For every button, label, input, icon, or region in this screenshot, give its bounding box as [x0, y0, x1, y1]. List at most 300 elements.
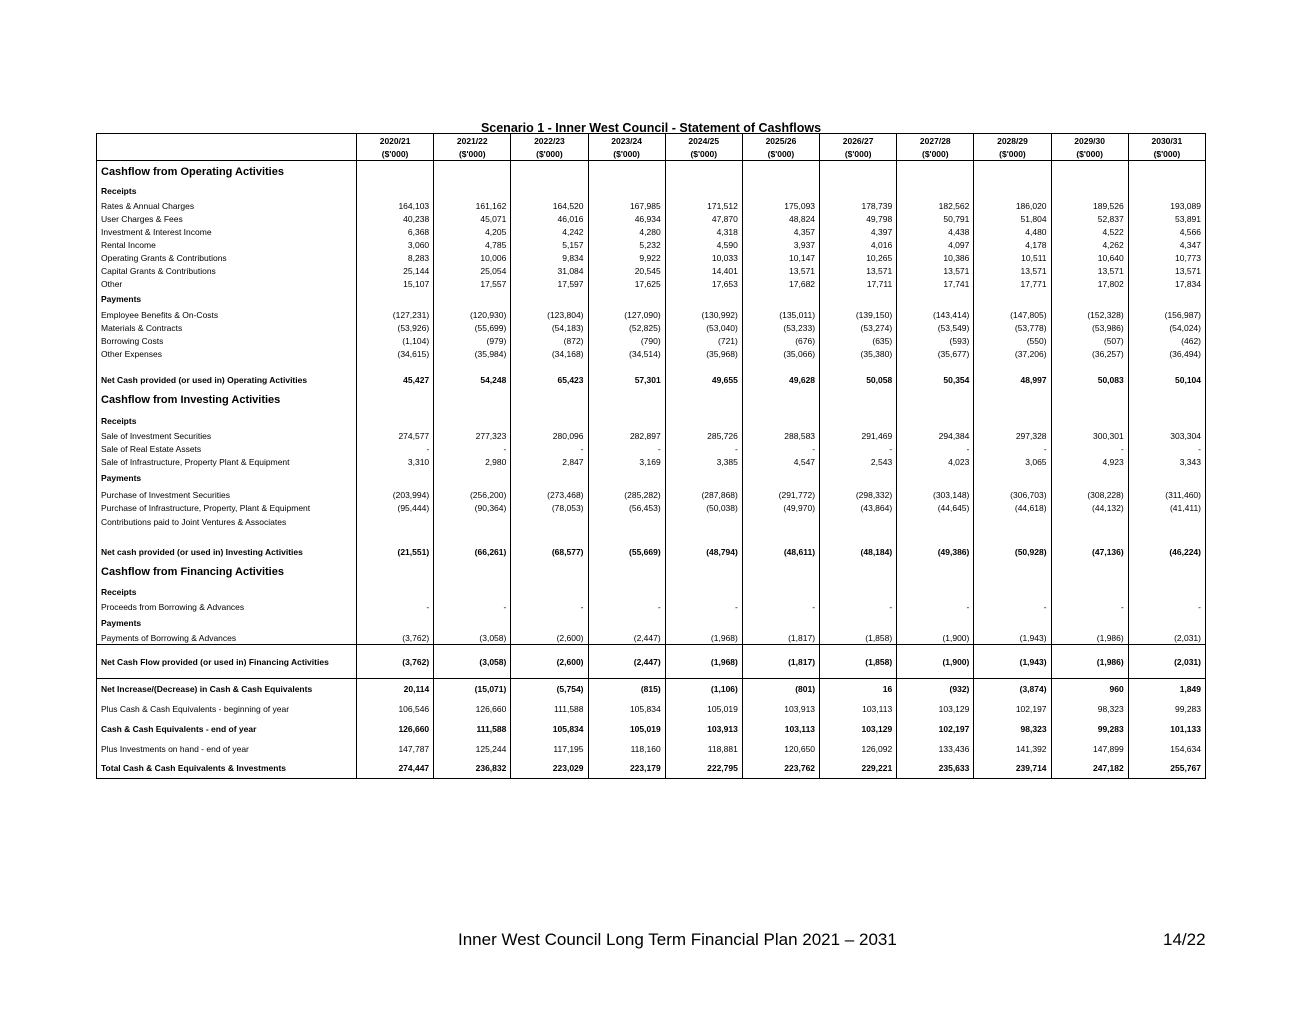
- row-value: (15,071): [434, 679, 511, 700]
- row-value: 51,804: [974, 212, 1051, 225]
- row-value: 47,870: [665, 212, 742, 225]
- row-value: (147,805): [974, 308, 1051, 321]
- row-value: (308,228): [1051, 488, 1128, 501]
- unit-header: ($'000): [1051, 147, 1128, 161]
- row-value: (36,257): [1051, 347, 1128, 360]
- row-value: (78,053): [511, 501, 588, 514]
- row-value: 175,093: [742, 199, 819, 212]
- row-value: 101,133: [1128, 719, 1205, 739]
- row-value: 10,640: [1051, 251, 1128, 264]
- row-value: 13,571: [897, 264, 974, 277]
- row-value: [820, 387, 897, 413]
- row-value: [1051, 183, 1128, 199]
- row-value: [1051, 614, 1128, 631]
- row-value: 48,997: [974, 373, 1051, 387]
- row-label: Sale of Infrastructure, Property Plant & Equipment: [97, 455, 357, 468]
- row-value: 229,221: [820, 758, 897, 779]
- year-header: 2023/24: [588, 134, 665, 148]
- row-label: User Charges & Fees: [97, 212, 357, 225]
- row-value: 50,104: [1128, 373, 1205, 387]
- row-label: Proceeds from Borrowing & Advances: [97, 599, 357, 614]
- row-value: 13,571: [742, 264, 819, 277]
- table-row: [97, 584, 1206, 599]
- row-value: 17,834: [1128, 277, 1205, 290]
- row-value: -: [511, 599, 588, 614]
- row-value: [434, 183, 511, 199]
- row-label: Rates & Annual Charges: [97, 199, 357, 212]
- row-label: Operating Grants & Contributions: [97, 251, 357, 264]
- row-value: [588, 387, 665, 413]
- row-value: 106,546: [357, 699, 434, 719]
- row-label: Employee Benefits & On-Costs: [97, 308, 357, 321]
- row-value: 3,343: [1128, 455, 1205, 468]
- row-label: Plus Cash & Cash Equivalents - beginning of year: [97, 699, 357, 719]
- row-value: (273,468): [511, 488, 588, 501]
- row-value: (46,224): [1128, 544, 1205, 559]
- row-value: -: [1051, 442, 1128, 455]
- row-value: (3,874): [974, 679, 1051, 700]
- row-value: -: [665, 599, 742, 614]
- row-value: 164,520: [511, 199, 588, 212]
- table-row: [97, 514, 1206, 530]
- row-value: (635): [820, 334, 897, 347]
- row-value: [511, 290, 588, 308]
- row-value: 297,328: [974, 429, 1051, 442]
- row-value: 3,385: [665, 455, 742, 468]
- row-value: [897, 530, 974, 544]
- row-value: 4,480: [974, 225, 1051, 238]
- row-value: 10,033: [665, 251, 742, 264]
- row-value: (36,494): [1128, 347, 1205, 360]
- table-row: [97, 739, 1206, 758]
- row-value: [1128, 183, 1205, 199]
- row-value: (1,986): [1051, 631, 1128, 645]
- row-value: (35,677): [897, 347, 974, 360]
- row-value: -: [588, 599, 665, 614]
- row-value: 147,787: [357, 739, 434, 758]
- row-value: 300,301: [1051, 429, 1128, 442]
- row-value: [974, 413, 1051, 429]
- row-value: [742, 468, 819, 488]
- row-value: [588, 290, 665, 308]
- row-value: 117,195: [511, 739, 588, 758]
- row-value: (1,817): [742, 645, 819, 679]
- row-value: (203,994): [357, 488, 434, 501]
- row-value: [974, 468, 1051, 488]
- row-value: 31,084: [511, 264, 588, 277]
- row-value: [511, 413, 588, 429]
- year-header-row: [97, 134, 1206, 148]
- row-value: (56,453): [588, 501, 665, 514]
- row-value: [1128, 387, 1205, 413]
- row-value: 4,280: [588, 225, 665, 238]
- row-value: [665, 584, 742, 599]
- row-value: [974, 290, 1051, 308]
- row-value: (303,148): [897, 488, 974, 501]
- row-value: (1,858): [820, 645, 897, 679]
- row-value: [820, 468, 897, 488]
- row-value: [434, 530, 511, 544]
- table-row: [97, 347, 1206, 360]
- row-value: -: [511, 442, 588, 455]
- row-value: [665, 559, 742, 584]
- row-value: 118,881: [665, 739, 742, 758]
- row-value: (1,104): [357, 334, 434, 347]
- unit-header: ($'000): [742, 147, 819, 161]
- row-value: [511, 530, 588, 544]
- row-value: 3,169: [588, 455, 665, 468]
- row-value: 4,205: [434, 225, 511, 238]
- row-value: 274,577: [357, 429, 434, 442]
- row-value: 45,071: [434, 212, 511, 225]
- row-value: 4,318: [665, 225, 742, 238]
- row-value: 120,650: [742, 739, 819, 758]
- row-value: [434, 161, 511, 184]
- row-value: 247,182: [1051, 758, 1128, 779]
- row-value: 40,238: [357, 212, 434, 225]
- row-value: 5,157: [511, 238, 588, 251]
- row-value: [742, 161, 819, 184]
- row-value: (3,762): [357, 631, 434, 645]
- row-value: [897, 290, 974, 308]
- row-value: 20,114: [357, 679, 434, 700]
- row-value: (120,930): [434, 308, 511, 321]
- row-value: 17,653: [665, 277, 742, 290]
- row-value: 49,628: [742, 373, 819, 387]
- row-value: 50,083: [1051, 373, 1128, 387]
- row-value: [974, 183, 1051, 199]
- table-row: [97, 183, 1206, 199]
- row-value: 4,923: [1051, 455, 1128, 468]
- row-value: -: [897, 599, 974, 614]
- row-value: [511, 514, 588, 530]
- row-value: 4,590: [665, 238, 742, 251]
- row-value: (285,282): [588, 488, 665, 501]
- row-value: 103,913: [665, 719, 742, 739]
- row-value: [897, 161, 974, 184]
- row-value: 239,714: [974, 758, 1051, 779]
- row-label: Receipts: [97, 183, 357, 199]
- row-value: [434, 584, 511, 599]
- row-value: (55,669): [588, 544, 665, 559]
- row-value: [974, 530, 1051, 544]
- row-value: -: [820, 599, 897, 614]
- table-row: [97, 699, 1206, 719]
- row-value: (3,762): [357, 645, 434, 679]
- row-value: 49,798: [820, 212, 897, 225]
- row-value: 280,096: [511, 429, 588, 442]
- row-label: Purchase of Investment Securities: [97, 488, 357, 501]
- row-value: [897, 387, 974, 413]
- row-value: 3,937: [742, 238, 819, 251]
- unit-header: ($'000): [665, 147, 742, 161]
- row-label: [97, 530, 357, 544]
- row-value: [1128, 514, 1205, 530]
- row-value: 103,129: [820, 719, 897, 739]
- row-value: [357, 559, 434, 584]
- row-value: (55,699): [434, 321, 511, 334]
- row-value: 99,283: [1128, 699, 1205, 719]
- table-row: [97, 334, 1206, 347]
- row-value: 4,178: [974, 238, 1051, 251]
- page-number: 14/22: [1163, 930, 1206, 949]
- row-value: [665, 614, 742, 631]
- row-value: 9,834: [511, 251, 588, 264]
- row-value: [742, 584, 819, 599]
- row-value: 8,283: [357, 251, 434, 264]
- row-value: [588, 559, 665, 584]
- row-value: [511, 614, 588, 631]
- row-value: (47,136): [1051, 544, 1128, 559]
- year-header: 2022/23: [511, 134, 588, 148]
- row-value: 25,054: [434, 264, 511, 277]
- row-value: 4,566: [1128, 225, 1205, 238]
- row-value: [974, 161, 1051, 184]
- row-value: [1128, 559, 1205, 584]
- table-row: [97, 442, 1206, 455]
- row-value: 105,834: [588, 699, 665, 719]
- row-label: Plus Investments on hand - end of year: [97, 739, 357, 758]
- table-row: [97, 559, 1206, 584]
- row-value: -: [742, 599, 819, 614]
- row-value: [665, 360, 742, 373]
- row-value: (1,900): [897, 631, 974, 645]
- row-value: 20,545: [588, 264, 665, 277]
- row-value: [974, 360, 1051, 373]
- row-value: [820, 183, 897, 199]
- row-value: [897, 514, 974, 530]
- row-label: Cashflow from Operating Activities: [97, 161, 357, 184]
- row-value: 46,016: [511, 212, 588, 225]
- row-value: 49,655: [665, 373, 742, 387]
- row-value: [742, 290, 819, 308]
- row-value: 15,107: [357, 277, 434, 290]
- table-row: [97, 360, 1206, 373]
- row-value: -: [434, 442, 511, 455]
- row-label: Sale of Investment Securities: [97, 429, 357, 442]
- row-value: [665, 413, 742, 429]
- row-value: [1051, 360, 1128, 373]
- row-value: 193,089: [1128, 199, 1205, 212]
- row-label: Receipts: [97, 413, 357, 429]
- row-value: (139,150): [820, 308, 897, 321]
- row-value: (550): [974, 334, 1051, 347]
- table-row: [97, 501, 1206, 514]
- row-value: 4,023: [897, 455, 974, 468]
- cashflow-table: [96, 133, 1206, 779]
- row-label: Cash & Cash Equivalents - end of year: [97, 719, 357, 739]
- row-value: [1128, 290, 1205, 308]
- row-value: 171,512: [665, 199, 742, 212]
- row-value: (50,928): [974, 544, 1051, 559]
- row-label: [97, 360, 357, 373]
- row-value: (2,031): [1128, 631, 1205, 645]
- row-value: [511, 360, 588, 373]
- row-value: 105,019: [665, 699, 742, 719]
- row-value: [588, 161, 665, 184]
- row-label: Payments: [97, 614, 357, 631]
- row-value: [588, 614, 665, 631]
- row-value: (979): [434, 334, 511, 347]
- row-value: [1051, 559, 1128, 584]
- row-value: [897, 183, 974, 199]
- row-value: [357, 290, 434, 308]
- row-value: [742, 360, 819, 373]
- row-value: (256,200): [434, 488, 511, 501]
- row-value: -: [820, 442, 897, 455]
- row-value: (53,233): [742, 321, 819, 334]
- row-value: 3,060: [357, 238, 434, 251]
- row-value: [820, 413, 897, 429]
- row-value: (1,858): [820, 631, 897, 645]
- table-row: [97, 645, 1206, 679]
- row-value: 167,985: [588, 199, 665, 212]
- row-value: 45,427: [357, 373, 434, 387]
- row-value: (721): [665, 334, 742, 347]
- table-row: [97, 387, 1206, 413]
- row-value: [665, 161, 742, 184]
- table-row: [97, 455, 1206, 468]
- row-value: [357, 514, 434, 530]
- row-value: (48,184): [820, 544, 897, 559]
- table-row: [97, 321, 1206, 334]
- row-value: [1128, 161, 1205, 184]
- row-value: 9,922: [588, 251, 665, 264]
- row-value: [665, 290, 742, 308]
- row-value: (593): [897, 334, 974, 347]
- row-value: (1,986): [1051, 645, 1128, 679]
- row-value: [1051, 514, 1128, 530]
- row-value: [511, 387, 588, 413]
- row-value: 98,323: [974, 719, 1051, 739]
- table-row: [97, 277, 1206, 290]
- row-value: 126,092: [820, 739, 897, 758]
- row-value: (54,183): [511, 321, 588, 334]
- row-value: [897, 614, 974, 631]
- row-value: 103,129: [897, 699, 974, 719]
- table-row: [97, 264, 1206, 277]
- row-value: 50,791: [897, 212, 974, 225]
- table-row: [97, 758, 1206, 779]
- row-value: (44,132): [1051, 501, 1128, 514]
- row-value: [511, 584, 588, 599]
- row-value: [897, 584, 974, 599]
- table-row: [97, 429, 1206, 442]
- row-value: (311,460): [1128, 488, 1205, 501]
- row-value: 17,625: [588, 277, 665, 290]
- row-value: 2,543: [820, 455, 897, 468]
- row-value: [434, 614, 511, 631]
- row-value: (1,900): [897, 645, 974, 679]
- row-label: Investment & Interest Income: [97, 225, 357, 238]
- row-value: 10,386: [897, 251, 974, 264]
- row-value: 126,660: [357, 719, 434, 739]
- row-value: [742, 387, 819, 413]
- table-row: [97, 530, 1206, 544]
- row-value: (801): [742, 679, 819, 700]
- row-value: [588, 584, 665, 599]
- row-value: (127,231): [357, 308, 434, 321]
- row-value: (52,825): [588, 321, 665, 334]
- row-value: [357, 530, 434, 544]
- row-value: (1,817): [742, 631, 819, 645]
- row-value: 25,144: [357, 264, 434, 277]
- row-value: 125,244: [434, 739, 511, 758]
- table-row: [97, 544, 1206, 559]
- row-label: Net cash provided (or used in) Investing Activities: [97, 544, 357, 559]
- row-value: [434, 514, 511, 530]
- row-value: 3,310: [357, 455, 434, 468]
- row-value: [1051, 387, 1128, 413]
- row-value: [434, 290, 511, 308]
- row-value: 6,368: [357, 225, 434, 238]
- row-value: [1128, 614, 1205, 631]
- row-value: (1,943): [974, 645, 1051, 679]
- row-value: [434, 468, 511, 488]
- row-value: [974, 584, 1051, 599]
- year-header: 2024/25: [665, 134, 742, 148]
- row-value: [897, 360, 974, 373]
- row-value: 46,934: [588, 212, 665, 225]
- table-row: [97, 599, 1206, 614]
- table-row: [97, 413, 1206, 429]
- row-value: (2,600): [511, 645, 588, 679]
- row-value: [588, 514, 665, 530]
- row-value: (306,703): [974, 488, 1051, 501]
- row-value: (298,332): [820, 488, 897, 501]
- row-value: 126,660: [434, 699, 511, 719]
- row-label: Net Cash Flow provided (or used in) Financing Activities: [97, 645, 357, 679]
- row-value: (21,551): [357, 544, 434, 559]
- row-value: 102,197: [974, 699, 1051, 719]
- table-row: [97, 225, 1206, 238]
- row-value: 57,301: [588, 373, 665, 387]
- row-value: (815): [588, 679, 665, 700]
- row-value: (53,549): [897, 321, 974, 334]
- unit-header: ($'000): [820, 147, 897, 161]
- row-value: [974, 559, 1051, 584]
- row-value: (35,380): [820, 347, 897, 360]
- row-value: (54,024): [1128, 321, 1205, 334]
- row-value: (462): [1128, 334, 1205, 347]
- table-row: [97, 308, 1206, 321]
- row-value: 17,682: [742, 277, 819, 290]
- row-label: Purchase of Infrastructure, Property, Plant & Equipment: [97, 501, 357, 514]
- row-value: (1,943): [974, 631, 1051, 645]
- row-value: (44,645): [897, 501, 974, 514]
- unit-header: ($'000): [1128, 147, 1205, 161]
- row-value: [588, 413, 665, 429]
- row-value: 98,323: [1051, 699, 1128, 719]
- row-value: 4,262: [1051, 238, 1128, 251]
- row-value: [588, 183, 665, 199]
- row-value: 2,980: [434, 455, 511, 468]
- row-label: Borrowing Costs: [97, 334, 357, 347]
- row-value: 13,571: [820, 264, 897, 277]
- row-value: 118,160: [588, 739, 665, 758]
- row-label: Other: [97, 277, 357, 290]
- row-value: 50,058: [820, 373, 897, 387]
- row-value: [1128, 413, 1205, 429]
- row-value: -: [357, 442, 434, 455]
- row-value: 102,197: [897, 719, 974, 739]
- row-value: 141,392: [974, 739, 1051, 758]
- row-value: (2,600): [511, 631, 588, 645]
- row-value: -: [665, 442, 742, 455]
- year-header: 2021/22: [434, 134, 511, 148]
- row-value: [511, 183, 588, 199]
- row-value: [974, 614, 1051, 631]
